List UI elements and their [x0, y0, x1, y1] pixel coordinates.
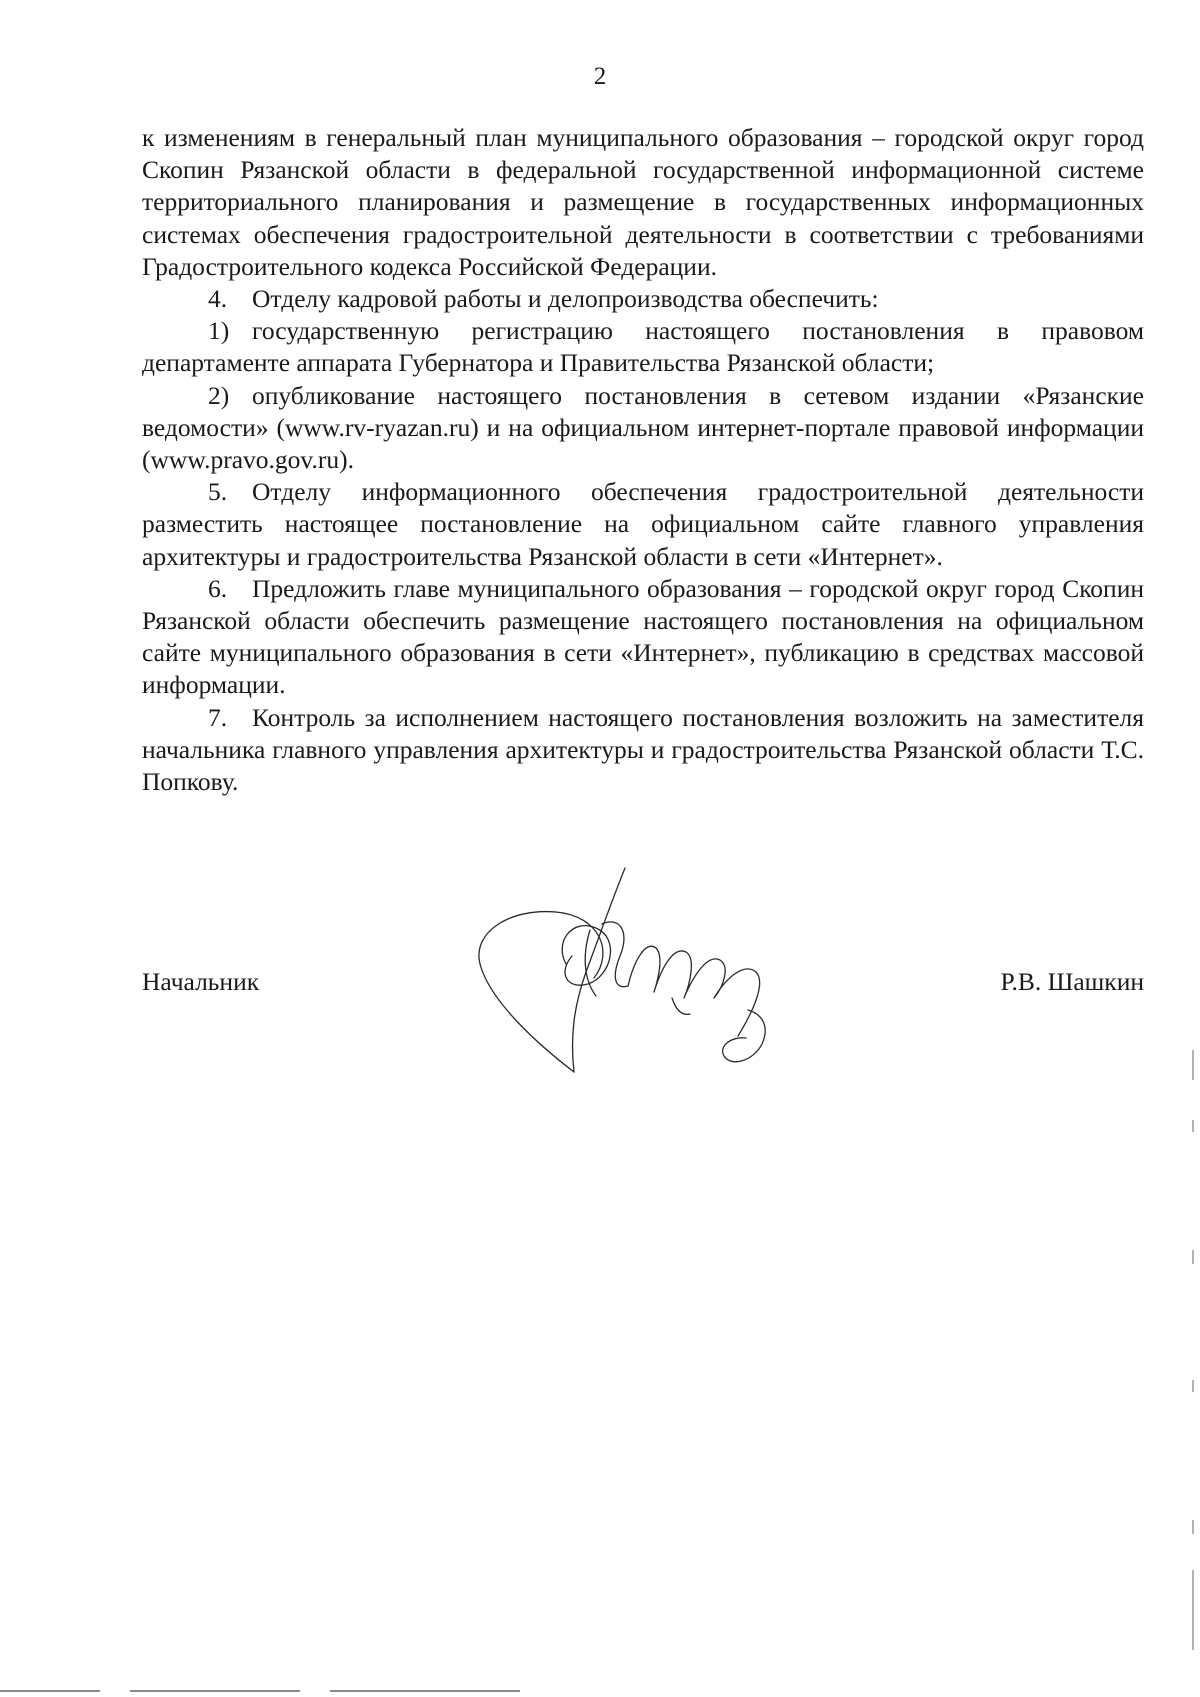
- scan-edge-marks: [1190, 1050, 1196, 1650]
- paragraph-continuation: [142, 122, 1144, 283]
- paragraph-text: опубликование настоящего постановления в сетевом издании «Рязанские ведомости» (www.rv-ryazan.ru) и на официальном интернет-портале правовой информации (www.pravo.gov.ru).: [142, 380, 1144, 475]
- paragraph-item-6: [142, 573, 1144, 702]
- scan-bottom-edge: [0, 1690, 560, 1692]
- item-number: 1): [208, 316, 230, 346]
- paragraph-text: государственную регистрацию настоящего постановления в правовом департаменте аппарата Губернатора и Правительства Рязанской области;: [142, 316, 1144, 378]
- item-number: 2): [208, 380, 230, 410]
- paragraph-text: Предложить главе муниципального образования – городской округ город Скопин Рязанской области обеспечить размещение настоящего постановления на официальном сайте муниципального образования в сети «Интернет», публикацию в средствах массовой информации.: [142, 573, 1144, 700]
- item-number: 7.: [208, 702, 228, 732]
- signer-title: Начальник: [142, 967, 260, 996]
- page-number: 2: [593, 63, 607, 90]
- paragraph-text: Контроль за исполнением настоящего постановления возложить на заместителя начальника главного управления архитектуры и градостроительства Рязанской области Т.С. Попкову.: [142, 702, 1144, 797]
- paragraph-item-5: [142, 476, 1144, 573]
- paragraph-item-4: [142, 283, 1144, 315]
- item-number: 5.: [208, 477, 228, 507]
- paragraph-text: Отделу кадровой работы и делопроизводства обеспечить:: [252, 284, 879, 314]
- document-body: [142, 122, 1144, 798]
- paragraph-text: Отделу информационного обеспечения градостроительной деятельности разместить настоящее постановление на официальном сайте главного управления архитектуры и градостроительства Рязанской области в сети «Интернет».: [142, 477, 1144, 571]
- item-number: 4.: [208, 284, 228, 314]
- paragraph-subitem-1: [142, 315, 1144, 379]
- item-number: 6.: [208, 573, 228, 603]
- paragraph-subitem-2: [142, 380, 1144, 477]
- handwritten-signature-icon: [462, 860, 792, 1100]
- paragraph-item-7: [142, 702, 1144, 799]
- paragraph-text: к изменениям в генеральный план муниципального образования – городской округ город Скопин Рязанской области в федеральной государственной информационной системе территориального планирования и размещение в государственных информационных системах обеспечения градостроительной деятельности в соответствии с требованиями Градостроительного кодекса Российской Федерации.: [142, 123, 1144, 281]
- signer-name: Р.В. Шашкин: [1000, 967, 1144, 996]
